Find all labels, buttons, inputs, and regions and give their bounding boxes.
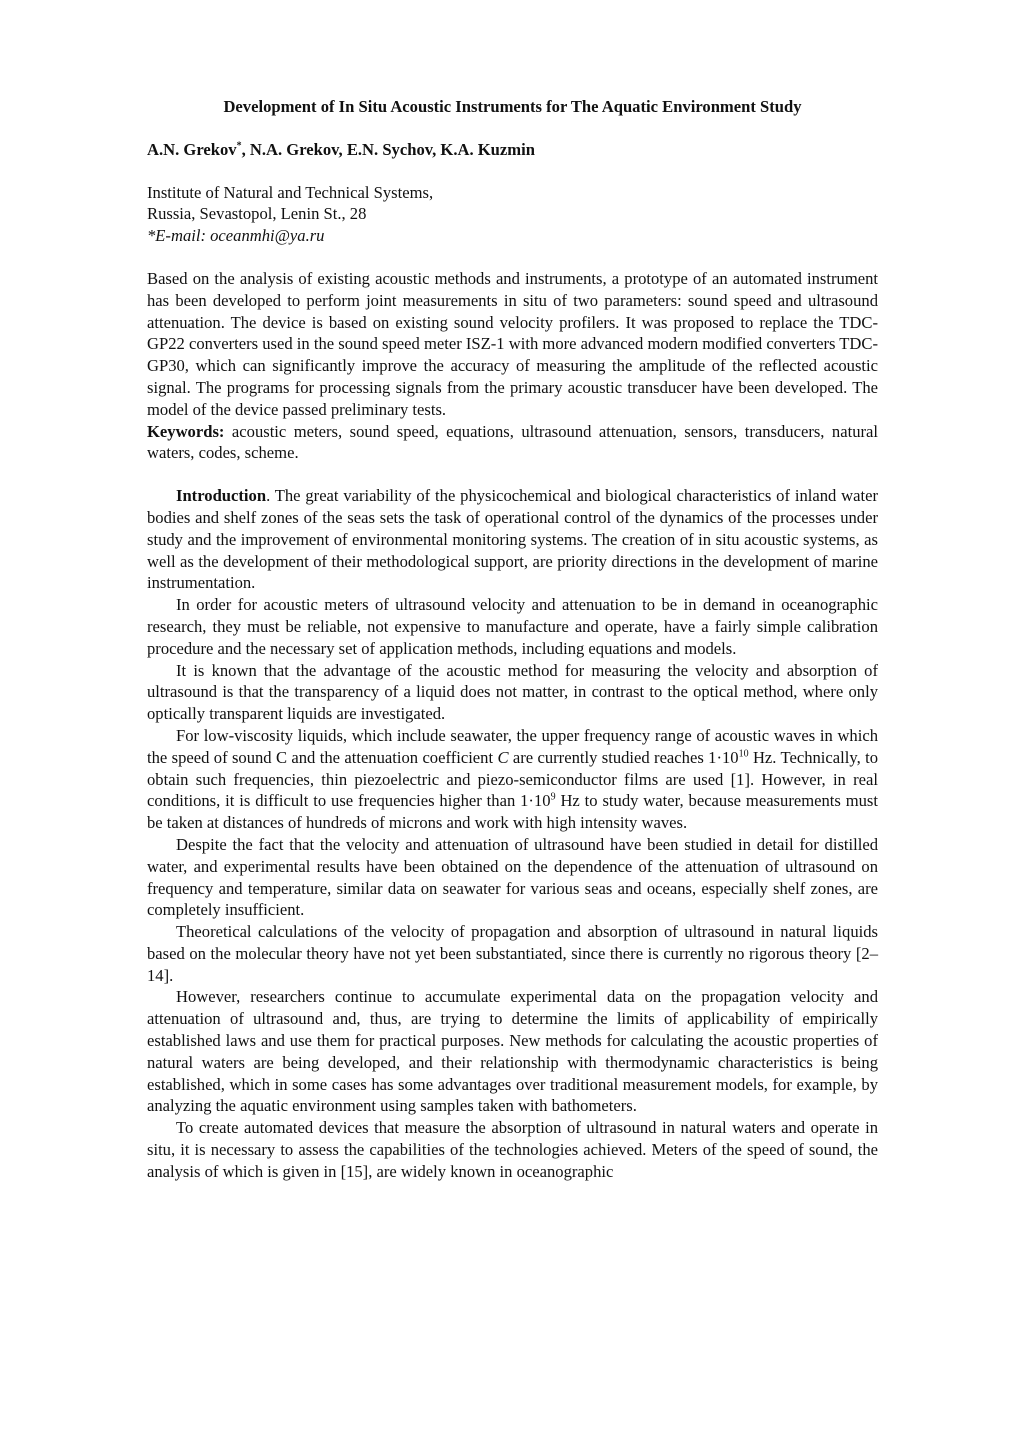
author-rest: , N.A. Grekov, E.N. Sychov, K.A. Kuzmin: [241, 139, 535, 159]
paper-page: [147, 96, 878, 1183]
affiliation-line-2: Russia, Sevastopol, Lenin St., 28: [147, 204, 367, 224]
intro-paragraph-4: [147, 725, 878, 834]
attenuation-symbol: C: [497, 747, 509, 767]
author-first: A.N. Grekov: [147, 139, 237, 159]
intro-paragraph-6: Theoretical calculations of the velocity of propagation and absorption of ultrasound in natural liquids based on the molecular theory have not yet been substantiated, since there is currently no rigorous theory [2–14].: [147, 922, 878, 985]
intro-paragraph-5: Despite the fact that the velocity and attenuation of ultrasound have been studied in detail for distilled water, and experimental results have been obtained on the dependence of the attenuation of ultrasound on frequency and temperature, similar data on seawater for various seas and oceans, especially shelf zones, are completely insufficient.: [147, 834, 878, 920]
paper-title: Development of In Situ Acoustic Instruments for The Aquatic Environment Study: [223, 97, 802, 116]
keywords-label: Keywords:: [147, 421, 225, 441]
intro-paragraph-8: To create automated devices that measure the absorption of ultrasound in natural waters and operate in situ, it is necessary to assess the capabilities of the technologies achieved. Meters of the speed of sound, the analysis of which is given in [15], are widely known in oceanographic: [147, 1118, 878, 1181]
exponent-10: 10: [738, 748, 749, 760]
keywords: [147, 421, 878, 465]
intro-paragraph-2: In order for acoustic meters of ultrasound velocity and attenuation to be in demand in oceanographic research, they must be reliable, not expensive to manufacture and operate, have a fairly simple calibration procedure and the necessary set of application methods, including equations and models.: [147, 595, 878, 658]
intro-paragraph-7: However, researchers continue to accumulate experimental data on the propagation velocity and attenuation of ultrasound and, thus, are trying to determine the limits of applicability of empirically established laws and use them for practical purposes. New methods for calculating the acoustic properties of natural waters are being developed, and their relationship with thermodynamic characteristics is being established, which in some cases has some advantages over traditional measurement models, for example, by analyzing the aquatic environment using samples taken with bathometers.: [147, 987, 878, 1116]
author-list: [147, 139, 878, 161]
affiliation-email: *E-mail: oceanmhi@ya.ru: [147, 226, 325, 246]
p4-part-b: are currently studied reaches 1·10: [508, 747, 739, 767]
affiliation-block: [147, 182, 878, 247]
intro-paragraph-1: [147, 485, 878, 594]
intro-p1-text: . The great variability of the physicochemical and biological characteristics of inland water bodies and shelf zones of the seas sets the task of operational control of the dynamics of the processes under study and the improvement of environmental monitoring systems. The creation of in situ acoustic systems, as well as the development of their methodological support, are priority directions in the development of marine instrumentation.: [147, 486, 878, 593]
intro-heading: Introduction: [176, 486, 267, 506]
exponent-9: 9: [550, 791, 556, 803]
affiliation-line-1: Institute of Natural and Technical Systems,: [147, 182, 434, 202]
keywords-text: acoustic meters, sound speed, equations, ultrasound attenuation, sensors, transducers, natural waters, codes, scheme.: [147, 421, 878, 463]
p4-part-c: Hz. Technically, to obtain such frequencies, thin piezoelectric and piezo-semiconductor films are used [1]. However, in real conditions, it is difficult to use frequencies higher than 1·10: [147, 747, 878, 811]
abstract: Based on the analysis of existing acoustic methods and instruments, a prototype of an automated instrument has been developed to perform joint measurements in situ of two parameters: sound speed and ultrasound attenuation. The device is based on existing sound velocity profilers. It was proposed to replace the TDC-GP22 converters used in the sound speed meter ISZ-1 with more advanced modern modified converters TDC-GP30, which can significantly improve the accuracy of measuring the amplitude of the reflected acoustic signal. The programs for processing signals from the primary acoustic transducer have been developed. The model of the device passed preliminary tests.: [147, 268, 879, 419]
p4-part-a: For low-viscosity liquids, which include seawater, the upper frequency range of acoustic waves in which the speed of sound C and the attenuation coefficient: [147, 725, 878, 767]
corresponding-author-mark: *: [236, 140, 242, 152]
p4-part-d: Hz to study water, because measurements must be taken at distances of hundreds of microns and work with high intensity waves.: [147, 791, 879, 833]
intro-paragraph-3: It is known that the advantage of the acoustic method for measuring the velocity and absorption of ultrasound is that the transparency of a liquid does not matter, in contrast to the optical method, where only optically transparent liquids are investigated.: [147, 660, 878, 724]
